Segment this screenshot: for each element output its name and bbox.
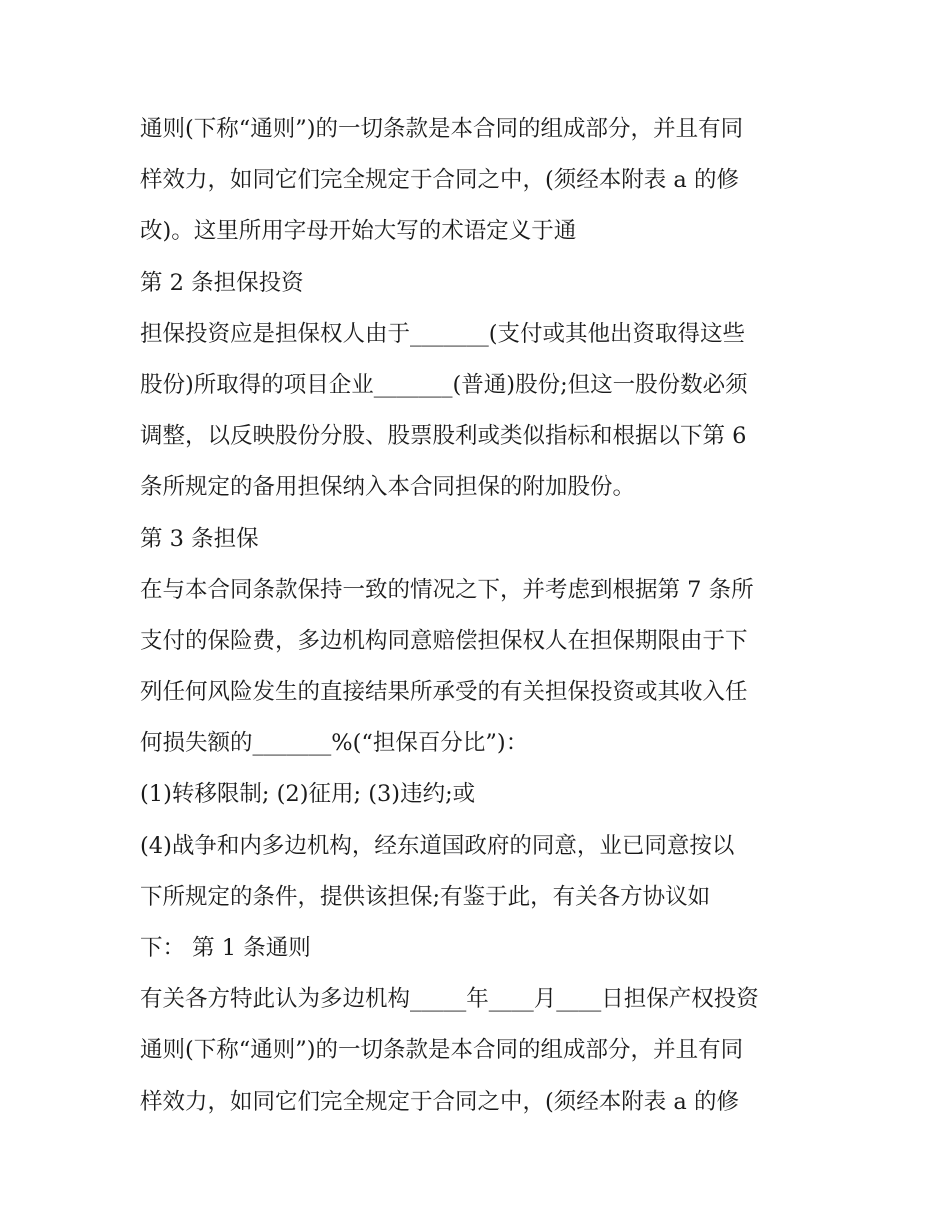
text-line: 列任何风险发生的直接结果所承受的有关担保投资或其收入任 [140,679,748,706]
text-line: 通则(下称“通则”)的一切条款是本合同的组成部分，并且有同 [140,1037,744,1064]
text-line: 下： 第 1 条通则 [140,935,311,961]
text-line: 有关各方特此认为多边机构_____年____月____日担保产权投资 [140,986,759,1013]
text-line: 在与本合同条款保持一致的情况之下，并考虑到根据第 7 条所 [140,576,754,603]
text-line: 通则(下称“通则”)的一切条款是本合同的组成部分，并且有同 [140,116,744,142]
text-line: 样效力，如同它们完全规定于合同之中，(须经本附表 a 的修 [140,1088,739,1115]
section-heading: 第 2 条担保投资 [140,269,304,296]
text-line: 股份)所取得的项目企业_______(普通)股份;但这一股份数必须 [140,371,748,398]
text-line: 支付的保险费，多边机构同意赔偿担保权人在担保期限由于下 [140,627,748,654]
text-line: 调整，以反映股份分股、股票股利或类似指标和根据以下第 6 [140,423,747,450]
text-line: 担保投资应是担保权人由于_______(支付或其他出资取得这些 [140,320,746,347]
text-line: 样效力，如同它们完全规定于合同之中，(须经本附表 a 的修 [140,167,739,194]
text-line: 下所规定的条件，提供该担保;有鉴于此，有关各方协议如 [140,883,711,910]
section-heading: 第 3 条担保 [140,525,259,552]
document-body [140,104,830,1128]
text-line: (4)战争和内多边机构，经东道国政府的同意，业已同意按以 [140,832,735,859]
text-line: 条所规定的备用担保纳入本合同担保的附加股份。 [140,474,636,501]
text-line: (1)转移限制; (2)征用; (3)违约;或 [140,781,476,808]
text-line: 何损失额的_______%(“担保百分比”)： [140,730,529,757]
text-line: 改)。这里所用字母开始大写的术语定义于通 [140,218,577,245]
